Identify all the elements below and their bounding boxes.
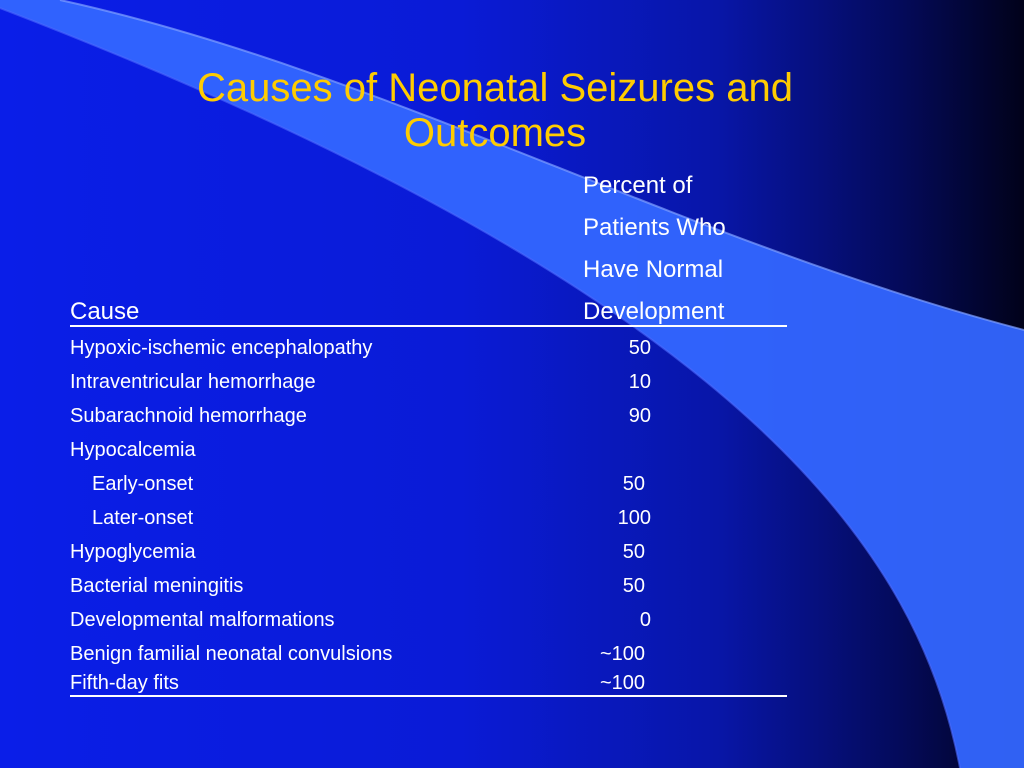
row-value: 10	[628, 371, 651, 393]
row-value: 90	[628, 405, 651, 427]
row-cause: Fifth-day fits	[70, 672, 179, 694]
row-cause: Hypoglycemia	[70, 541, 196, 563]
row-cause: Bacterial meningitis	[70, 575, 244, 597]
table-row	[70, 605, 787, 635]
table-row	[70, 668, 787, 698]
row-value: 50	[622, 575, 645, 597]
row-value: 100	[617, 507, 651, 529]
row-value: 50	[628, 337, 651, 359]
row-cause: Hypocalcemia	[70, 439, 196, 461]
cause-header: Cause	[70, 298, 140, 325]
table-row	[70, 469, 787, 499]
outcome-header-line-3: Have Normal	[583, 256, 724, 283]
table-row	[70, 639, 787, 669]
row-cause: Intraventricular hemorrhage	[70, 371, 316, 393]
row-cause: Hypoxic-ischemic encephalopathy	[70, 337, 373, 359]
row-value: ~100	[599, 643, 645, 665]
table-row	[70, 571, 787, 601]
row-value: ~100	[599, 672, 645, 694]
row-value: 50	[622, 541, 645, 563]
table-row	[70, 537, 787, 567]
table-row	[70, 503, 787, 533]
row-cause: Developmental malformations	[70, 609, 335, 631]
row-value: 50	[622, 473, 645, 495]
outcome-header-line-2: Patients Who	[583, 214, 726, 241]
table-bottom-underline	[70, 695, 787, 697]
table-row	[70, 367, 787, 397]
row-cause: Later-onset	[92, 507, 194, 529]
table-row	[70, 401, 787, 431]
table-row	[70, 333, 787, 363]
slide-title: Causes of Neonatal Seizures and Outcomes	[197, 66, 793, 155]
row-value: 0	[639, 609, 651, 631]
outcome-header-line-4: Development	[583, 298, 725, 325]
outcome-header-line-1: Percent of	[583, 172, 693, 199]
row-cause: Early-onset	[92, 473, 194, 495]
row-cause: Benign familial neonatal convulsions	[70, 643, 393, 665]
row-cause: Subarachnoid hemorrhage	[70, 405, 307, 427]
header-underline	[70, 325, 787, 327]
table-row	[70, 435, 787, 465]
